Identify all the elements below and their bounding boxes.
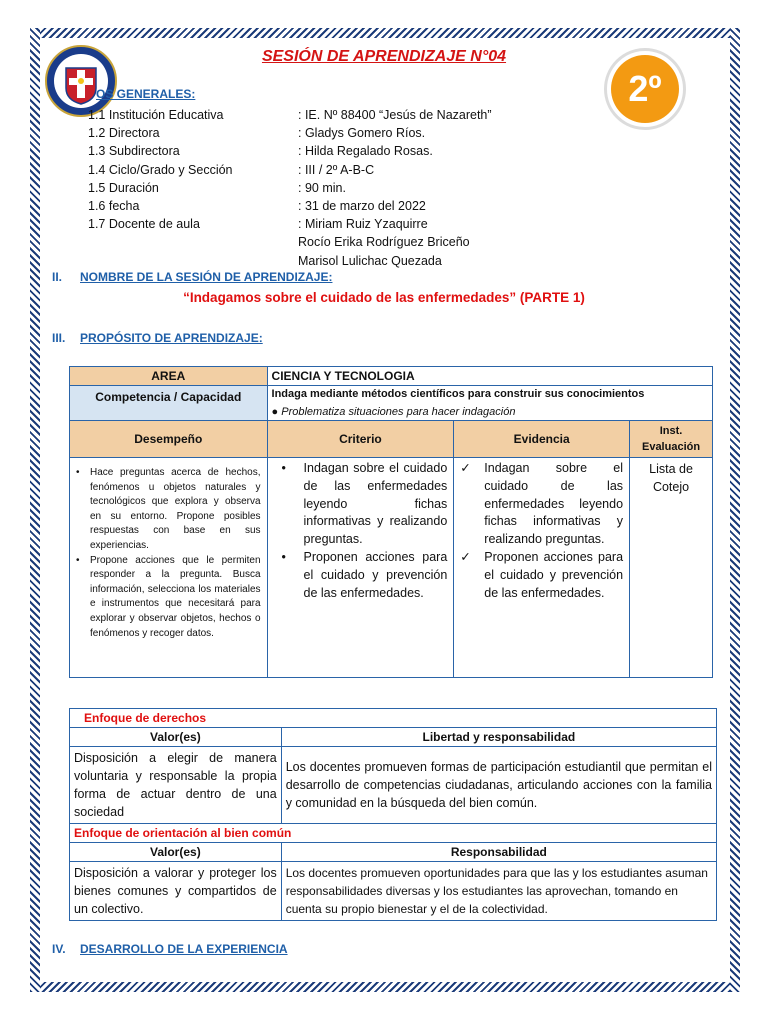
competence-label: Competencia / Capacidad [70,386,268,421]
info-label [88,233,298,251]
section-2-heading [52,270,332,284]
approach-table [69,708,717,921]
area-label: AREA [70,367,268,386]
evidencia-item: ✓ Proponen acciones para el cuidado y prevención de las enfermedades. [460,549,623,602]
disposition-1: Disposición a elegir de manera voluntaria y responsable la propia forma de actuar dentro de una sociedad [70,747,282,824]
decorative-border-left [30,28,40,992]
info-row [88,233,598,251]
info-value: : 90 min. [298,180,346,195]
header-desempeno: Desempeño [70,421,268,458]
decorative-border-top [30,28,740,38]
description-1: Los docentes promueven formas de participación estudiantil que permitan el desarrollo de competencias ciudadanas, articulando acciones con la familia y comunidad en la búsqueda del bien común. [281,747,716,824]
info-value: : Miriam Ruiz Yzaquirre [298,217,428,232]
desempeno-list [76,466,261,641]
section-1-title: OS GENERALES: [96,87,196,101]
info-value: : Gladys Gomero Ríos. [298,126,426,141]
value-1: Libertad y responsabilidad [281,728,716,747]
area-value: CIENCIA Y TECNOLOGIA [267,367,712,386]
criterio-item: • Indagan sobre el cuidado de las enfermedades leyendo fichas informativas y realizando preguntas. [282,460,448,549]
values-header-row [70,728,717,747]
info-label: 1.4 Ciclo/Grado y Sección [88,162,233,177]
purpose-table [69,366,713,678]
desempeno-cell [70,458,268,678]
decorative-border-right [730,28,740,992]
info-row [88,215,598,233]
info-value: : Hilda Regalado Rosas. [298,144,433,159]
info-row [88,124,598,142]
criterio-cell [267,458,454,678]
section-4-heading [52,942,288,956]
approach-2-row [70,824,717,843]
area-row [70,367,713,386]
competence-row [70,386,713,405]
approach-1-title: Enfoque de derechos [70,709,717,728]
info-row [88,197,598,215]
approach-2-content-row [70,862,717,921]
section-4-number: IV. [52,942,66,956]
value-2: Responsabilidad [281,843,716,862]
section-3-number: III. [52,331,66,345]
section-2-number: II. [52,270,63,284]
values-label: Valor(es) [70,843,282,862]
decorative-border-bottom [30,982,740,992]
info-label [88,252,298,270]
section-4-title: DESARROLLO DE LA EXPERIENCIA [80,942,288,956]
info-label: 1.5 Duración [88,180,159,195]
inst-evaluacion-value: Lista de Cotejo [630,458,713,678]
criterio-list [274,460,448,602]
grade-badge [604,48,686,130]
capacity-text: Problematiza situaciones para hacer indagación [281,406,516,418]
disposition-2: Disposición a valorar y proteger los bienes comunes y compartidos de un colectivo. [70,862,282,921]
header-inst-evaluacion: Inst. Evaluación [630,421,713,458]
values-label: Valor(es) [70,728,282,747]
general-data-list [88,106,598,270]
evidencia-cell [454,458,630,678]
description-2: Los docentes promueven oportunidades para que las y los estudiantes asuman responsabilidades diversas y los estudiantes las aprovechan, tomando en cuenta su propio bienestar y el de la colectividad. [281,862,716,921]
grade-badge-label: 2º [611,55,679,123]
section-1-heading [96,87,195,101]
info-row [88,161,598,179]
info-label: 1.2 Directora [88,126,160,141]
info-row [88,106,598,124]
evidencia-list [460,460,623,602]
capacity-cell [267,404,712,421]
competence-value: Indaga mediante métodos científicos para construir sus conocimientos [267,386,712,405]
approach-2-title: Enfoque de orientación al bien común [70,824,717,843]
info-value: : III / 2º A-B-C [298,162,375,177]
info-row [88,179,598,197]
info-row [88,142,598,160]
content-row [70,458,713,678]
column-header-row [70,421,713,458]
section-3-title: PROPÓSITO DE APRENDIZAJE: [80,331,263,345]
info-label: 1.3 Subdirectora [88,144,180,159]
header-evidencia: Evidencia [454,421,630,458]
evidencia-item: ✓ Indagan sobre el cuidado de las enfermedades leyendo fichas informativas y realizando preguntas. [460,460,623,549]
info-row [88,252,598,270]
session-name: “Indagamos sobre el cuidado de las enfermedades” (PARTE 1) [183,290,585,305]
section-2-title: NOMBRE DE LA SESIÓN DE APRENDIZAJE: [80,270,333,284]
session-title: SESIÓN DE APRENDIZAJE N°04 [261,48,507,65]
info-value: : IE. Nº 88400 “Jesús de Nazareth” [298,108,492,122]
header-criterio: Criterio [267,421,454,458]
section-3-heading [52,331,263,345]
desempeno-item: • Hace preguntas acerca de hechos, fenómenos u objetos naturales y tecnológicos que explora y observa en su entorno. Propone posibles respuestas con base en sus experiencias. [76,466,261,554]
info-label: 1.1 Institución Educativa [88,108,224,122]
values-header-row [70,843,717,862]
criterio-item: • Proponen acciones para el cuidado y prevención de las enfermedades. [282,549,448,602]
info-value: : 31 de marzo del 2022 [298,198,426,213]
info-label: 1.6 fecha [88,198,140,213]
approach-1-row [70,709,717,728]
desempeno-item: • Propone acciones que le permiten responder a la pregunta. Busca información, selecciona los materiales e instrumentos que necesitará para explorar y observar objetos, hechos o fenómenos y recoger datos. [76,554,261,642]
bullet-icon: ● [271,406,282,418]
info-label: 1.7 Docente de aula [88,217,200,232]
approach-1-content-row [70,747,717,824]
info-value: Rocío Erika Rodríguez Briceño [298,235,470,250]
info-value: Marisol Lulichac Quezada [298,253,442,268]
